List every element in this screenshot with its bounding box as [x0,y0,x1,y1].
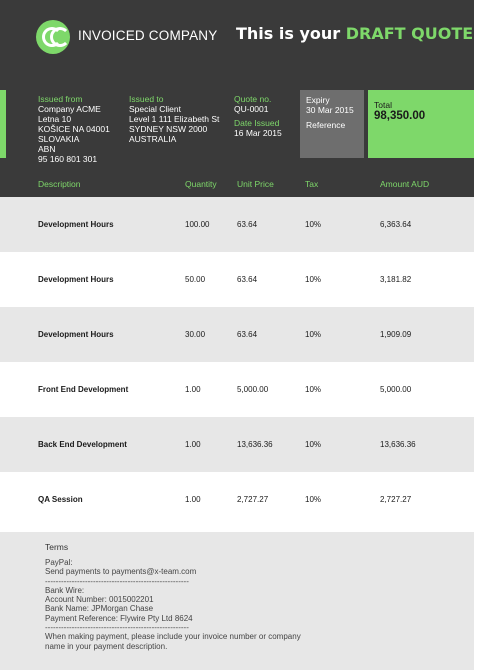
terms-title: Terms [45,542,69,552]
reference-label: Reference [306,120,346,130]
accent-strip [0,90,6,158]
column-header-unit-price: Unit Price [237,179,274,189]
issued-to-line: SYDNEY NSW 2000 [129,124,208,134]
column-header-tax: Tax [305,179,319,189]
header-bar [0,0,479,90]
issued-to-line: Special Client [129,104,181,114]
row-tax: 10% [305,330,322,339]
row-amount: 3,181.82 [380,275,412,284]
row-quantity: 1.00 [185,440,201,449]
row-amount: 2,727.27 [380,495,412,504]
row-quantity: 50.00 [185,275,206,284]
row-tax: 10% [305,220,322,229]
total-label: Total [374,100,392,110]
issued-from-block [38,94,110,164]
table-header [0,170,474,197]
row-quantity: 30.00 [185,330,206,339]
terms-line: PayPal: [45,558,73,567]
row-unit-price: 13,636.36 [237,440,273,449]
expiry-box [300,90,364,158]
issued-from-line: SLOVAKIA [38,134,80,144]
issued-from-line: ABN [38,144,56,154]
company-name: INVOICED COMPANY [78,28,218,43]
column-header-description: Description [38,179,81,189]
row-tax: 10% [305,440,322,449]
quote-number-value: QU-0001 [234,104,269,114]
row-tax: 10% [305,275,322,284]
headline-suffix: . [473,24,479,43]
row-amount: 13,636.36 [380,440,416,449]
date-issued-value: 16 Mar 2015 [234,128,282,138]
company-logo-icon [36,20,70,54]
terms-line: Bank Name: JPMorgan Chase [45,604,154,614]
headline-accent: DRAFT QUOTE [345,24,474,43]
row-description: Development Hours [38,275,114,284]
row-quantity: 1.00 [185,385,201,394]
row-description: QA Session [38,495,83,504]
issued-from-line: Company ACME [38,104,101,114]
issued-to-line: Level 1 111 Elizabeth St [129,114,220,124]
column-header-amount: Amount AUD [380,179,430,189]
total-value: 98,350.00 [374,110,426,122]
terms-line: Bank Wire: [45,585,85,595]
terms-line: Send payments to payments@x-team.com [45,567,197,577]
row-unit-price: 2,727.27 [237,495,269,504]
quote-number-label: Quote no. [234,94,272,104]
terms-line: name in your payment description. [45,641,168,651]
quote-number-block [234,94,271,114]
issued-to-line: AUSTRALIA [129,134,177,144]
row-description: Front End Development [38,385,129,394]
terms-section [0,532,474,670]
row-description: Back End Development [38,440,127,449]
row-description: Development Hours [38,220,114,229]
column-header-quantity: Quantity [185,179,217,189]
row-unit-price: 5,000.00 [237,385,269,394]
issued-from-label: Issued from [38,94,83,104]
row-unit-price: 63.64 [237,275,258,284]
row-amount: 1,909.09 [380,330,412,339]
terms-body [45,558,301,651]
expiry-label: Expiry [306,95,330,105]
table-row [0,472,474,527]
terms-line: Account Number: 0015002201 [45,595,154,605]
table-row [0,252,474,307]
issued-from-line: KOŠICE NA 04001 [38,124,110,134]
date-issued-block [234,118,282,138]
total-box [368,90,474,158]
headline-prefix: This is your [236,24,346,43]
issued-from-line: 95 160 801 301 [38,154,98,164]
row-amount: 6,363.64 [380,220,412,229]
issued-to-label: Issued to [129,94,164,104]
row-quantity: 100.00 [185,220,210,229]
row-unit-price: 63.64 [237,220,258,229]
terms-divider: ------------------------------------------------------ [45,623,189,633]
table-row [0,417,474,472]
table-row [0,197,474,252]
quote-headline [236,24,479,43]
row-quantity: 1.00 [185,495,201,504]
row-unit-price: 63.64 [237,330,258,339]
issued-from-line: Letna 10 [38,114,72,124]
row-amount: 5,000.00 [380,385,412,394]
terms-divider: ------------------------------------------------------ [45,576,189,586]
info-band [0,90,474,170]
table-row [0,362,474,417]
table-row [0,307,474,362]
issued-to-block [129,94,219,144]
expiry-value: 30 Mar 2015 [306,105,354,115]
date-issued-label: Date Issued [234,118,280,128]
row-description: Development Hours [38,330,114,339]
row-tax: 10% [305,495,322,504]
terms-line: When making payment, please include your invoice number or company [45,632,301,642]
row-tax: 10% [305,385,322,394]
terms-line: Payment Reference: Flywire Pty Ltd 8624 [45,613,193,623]
